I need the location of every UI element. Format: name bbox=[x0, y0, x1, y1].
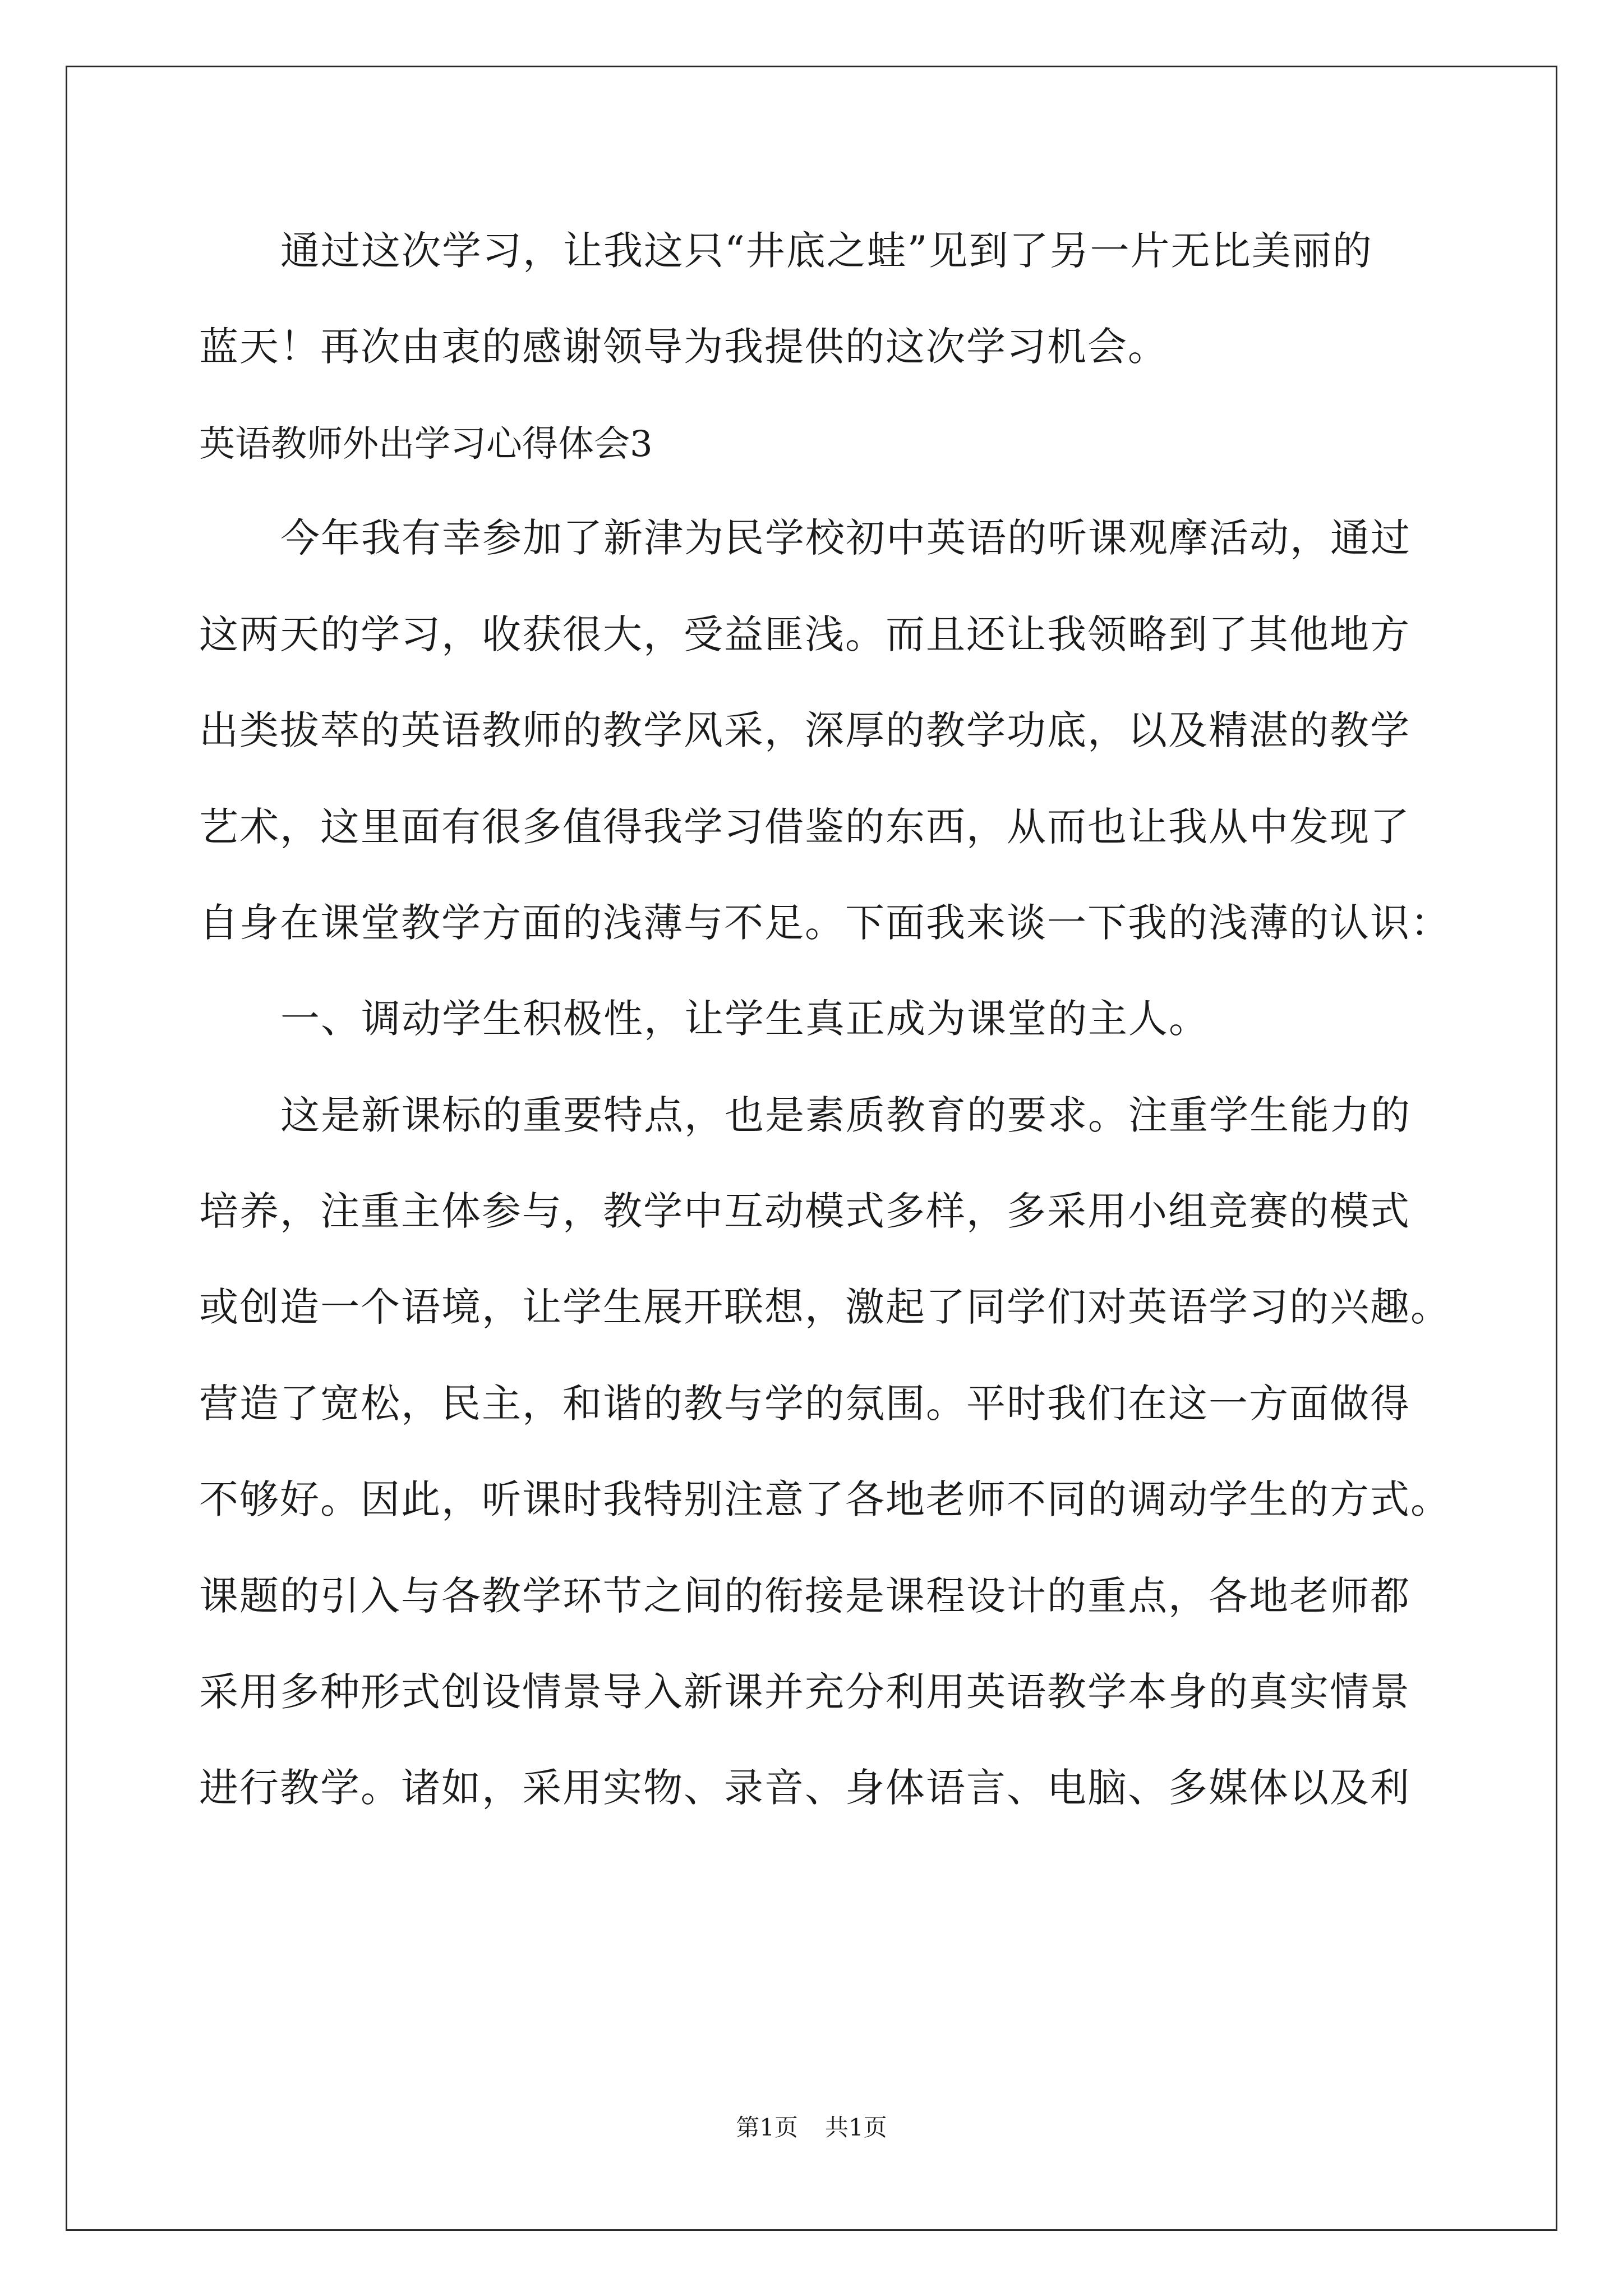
paragraph-line: 进行教学。诸如，采用实物、录音、身体语言、电脑、多媒体以及利 bbox=[199, 1765, 1410, 1811]
section-heading: 英语教师外出学习心得体会3 bbox=[199, 424, 653, 465]
page-number: 第1页 bbox=[736, 2114, 798, 2141]
page-border bbox=[66, 66, 1557, 2231]
paragraph-line: 出类拔萃的英语教师的教学风采，深厚的教学功底，以及精湛的教学 bbox=[199, 707, 1410, 753]
paragraph-line: 蓝天！再次由衷的感谢领导为我提供的这次学习机会。 bbox=[199, 324, 1168, 370]
paragraph-line: 今年我有幸参加了新津为民学校初中英语的听课观摩活动，通过 bbox=[280, 515, 1411, 561]
paragraph-line: 不够好。因此，听课时我特别注意了各地老师不同的调动学生的方式。 bbox=[199, 1476, 1451, 1522]
paragraph-line: 这是新课标的重要特点，也是素质教育的要求。注重学生能力的 bbox=[280, 1092, 1411, 1138]
paragraph-line: 培养，注重主体参与，教学中互动模式多样，多采用小组竞赛的模式 bbox=[199, 1188, 1410, 1234]
paragraph-line: 通过这次学习，让我这只“井底之蛙”见到了另一片无比美丽的 bbox=[280, 228, 1373, 274]
paragraph-line: 一、调动学生积极性，让学生真正成为课堂的主人。 bbox=[280, 996, 1209, 1042]
paragraph-line: 采用多种形式创设情景导入新课并充分利用英语教学本身的真实情景 bbox=[199, 1669, 1410, 1715]
paragraph-line: 这两天的学习，收获很大，受益匪浅。而且还让我领略到了其他地方 bbox=[199, 611, 1410, 657]
paragraph-line: 艺术，这里面有很多值得我学习借鉴的东西，从而也让我从中发现了 bbox=[199, 804, 1410, 850]
paragraph-line: 或创造一个语境，让学生展开联想，激起了同学们对英语学习的兴趣。 bbox=[199, 1284, 1451, 1330]
page-count: 共1页 bbox=[825, 2114, 887, 2141]
paragraph-line: 自身在课堂教学方面的浅薄与不足。下面我来谈一下我的浅薄的认识： bbox=[199, 900, 1451, 946]
paragraph-line: 营造了宽松，民主，和谐的教与学的氛围。平时我们在这一方面做得 bbox=[199, 1381, 1410, 1427]
page-footer bbox=[0, 2114, 1623, 2142]
paragraph-line: 课题的引入与各教学环节之间的衔接是课程设计的重点，各地老师都 bbox=[199, 1573, 1410, 1619]
